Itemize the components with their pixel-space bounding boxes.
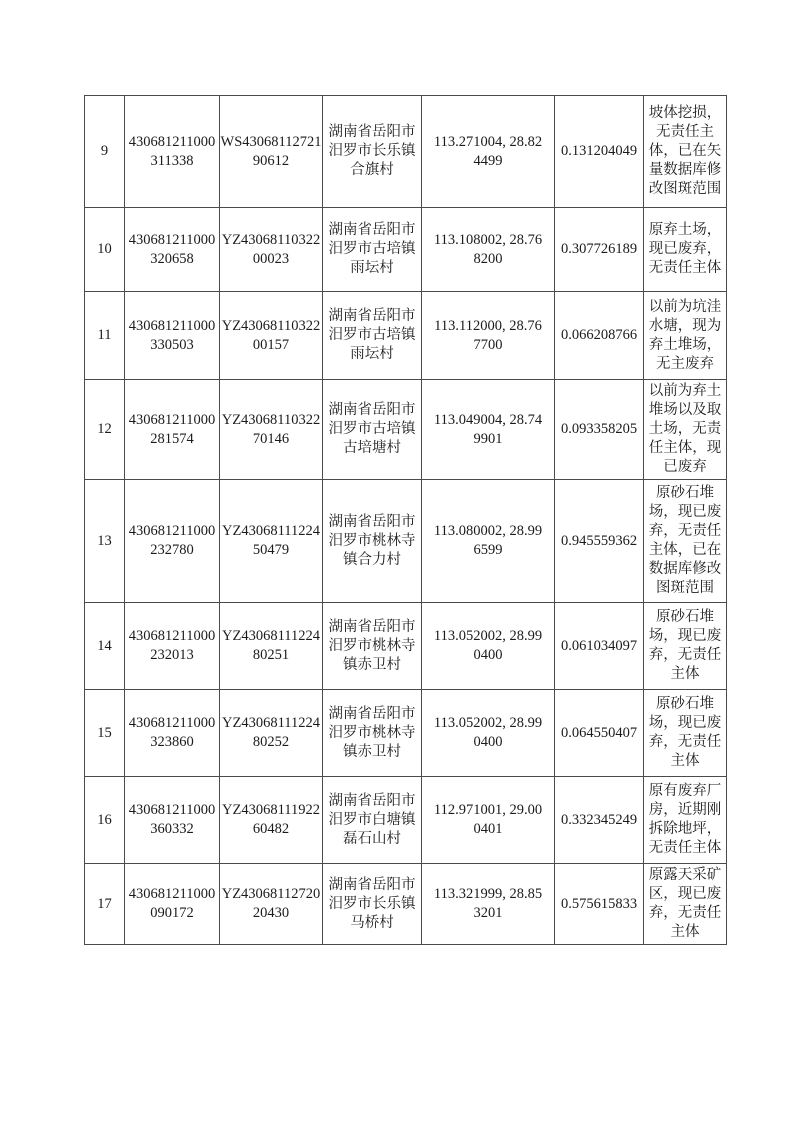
table-row: [85, 603, 727, 690]
cell-area: 0.332345249: [555, 777, 644, 864]
cell-location: 湖南省岳阳市汨罗市古培镇雨坛村: [323, 208, 422, 292]
table-row: [85, 292, 727, 380]
cell-plot-id: 430681211000232780: [125, 480, 220, 603]
table-row: [85, 777, 727, 864]
cell-row-number: 15: [85, 690, 125, 777]
cell-code: YZ4306811032200023: [220, 208, 323, 292]
cell-location: 湖南省岳阳市汨罗市长乐镇合旗村: [323, 96, 422, 208]
cell-code: YZ4306811122450479: [220, 480, 323, 603]
cell-row-number: 11: [85, 292, 125, 380]
cell-plot-id: 430681211000320658: [125, 208, 220, 292]
cell-remark: 原弃土场，现已废弃，无责任主体: [644, 208, 727, 292]
cell-code: YZ4306811122480251: [220, 603, 323, 690]
cell-location: 湖南省岳阳市汨罗市桃林寺镇赤卫村: [323, 690, 422, 777]
cell-location: 湖南省岳阳市汨罗市古培镇古培塘村: [323, 380, 422, 480]
cell-area: 0.093358205: [555, 380, 644, 480]
cell-area: 0.307726189: [555, 208, 644, 292]
cell-coordinates: 112.971001, 29.000401: [422, 777, 555, 864]
cell-remark: 原砂石堆场，现已废弃，无责任主体: [644, 603, 727, 690]
cell-location: 湖南省岳阳市汨罗市长乐镇马桥村: [323, 864, 422, 945]
cell-plot-id: 430681211000330503: [125, 292, 220, 380]
table-row: [85, 96, 727, 208]
cell-row-number: 12: [85, 380, 125, 480]
cell-code: YZ4306811272020430: [220, 864, 323, 945]
cell-plot-id: 430681211000323860: [125, 690, 220, 777]
cell-remark: 原砂石堆场，现已废弃，无责任主体: [644, 690, 727, 777]
cell-code: YZ4306811032270146: [220, 380, 323, 480]
cell-location: 湖南省岳阳市汨罗市桃林寺镇赤卫村: [323, 603, 422, 690]
table-body: [85, 96, 727, 945]
table-row: [85, 480, 727, 603]
cell-code: YZ4306811032200157: [220, 292, 323, 380]
cell-remark: 原有废弃厂房，近期刚拆除地坪，无责任主体: [644, 777, 727, 864]
cell-location: 湖南省岳阳市汨罗市白塘镇磊石山村: [323, 777, 422, 864]
cell-row-number: 16: [85, 777, 125, 864]
table-row: [85, 864, 727, 945]
cell-coordinates: 113.271004, 28.824499: [422, 96, 555, 208]
cell-remark: 以前为弃土堆场以及取土场，无责任主体，现已废弃: [644, 380, 727, 480]
cell-coordinates: 113.052002, 28.990400: [422, 690, 555, 777]
cell-code: WS4306811272190612: [220, 96, 323, 208]
table-row: [85, 208, 727, 292]
cell-code: YZ4306811192260482: [220, 777, 323, 864]
cell-coordinates: 113.108002, 28.768200: [422, 208, 555, 292]
cell-remark: 原露天采矿区，现已废弃，无责任主体: [644, 864, 727, 945]
cell-area: 0.575615833: [555, 864, 644, 945]
cell-row-number: 17: [85, 864, 125, 945]
cell-coordinates: 113.321999, 28.853201: [422, 864, 555, 945]
cell-plot-id: 430681211000090172: [125, 864, 220, 945]
cell-area: 0.131204049: [555, 96, 644, 208]
cell-area: 0.064550407: [555, 690, 644, 777]
cell-remark: 坡体挖损，无责任主体，已在矢量数据库修改图斑范围: [644, 96, 727, 208]
cell-location: 湖南省岳阳市汨罗市古培镇雨坛村: [323, 292, 422, 380]
cell-coordinates: 113.049004, 28.749901: [422, 380, 555, 480]
table-row: [85, 380, 727, 480]
cell-row-number: 13: [85, 480, 125, 603]
cell-area: 0.945559362: [555, 480, 644, 603]
cell-plot-id: 430681211000311338: [125, 96, 220, 208]
cell-row-number: 10: [85, 208, 125, 292]
table-row: [85, 690, 727, 777]
cell-row-number: 9: [85, 96, 125, 208]
cell-coordinates: 113.112000, 28.767700: [422, 292, 555, 380]
patch-records-table: [84, 95, 727, 945]
cell-plot-id: 430681211000360332: [125, 777, 220, 864]
cell-area: 0.061034097: [555, 603, 644, 690]
cell-code: YZ4306811122480252: [220, 690, 323, 777]
cell-remark: 原砂石堆场，现已废弃，无责任主体，已在数据库修改图斑范围: [644, 480, 727, 603]
cell-plot-id: 430681211000232013: [125, 603, 220, 690]
cell-area: 0.066208766: [555, 292, 644, 380]
cell-remark: 以前为坑洼水塘，现为弃土堆场，无主废弃: [644, 292, 727, 380]
cell-location: 湖南省岳阳市汨罗市桃林寺镇合力村: [323, 480, 422, 603]
cell-plot-id: 430681211000281574: [125, 380, 220, 480]
cell-coordinates: 113.080002, 28.996599: [422, 480, 555, 603]
cell-coordinates: 113.052002, 28.990400: [422, 603, 555, 690]
cell-row-number: 14: [85, 603, 125, 690]
